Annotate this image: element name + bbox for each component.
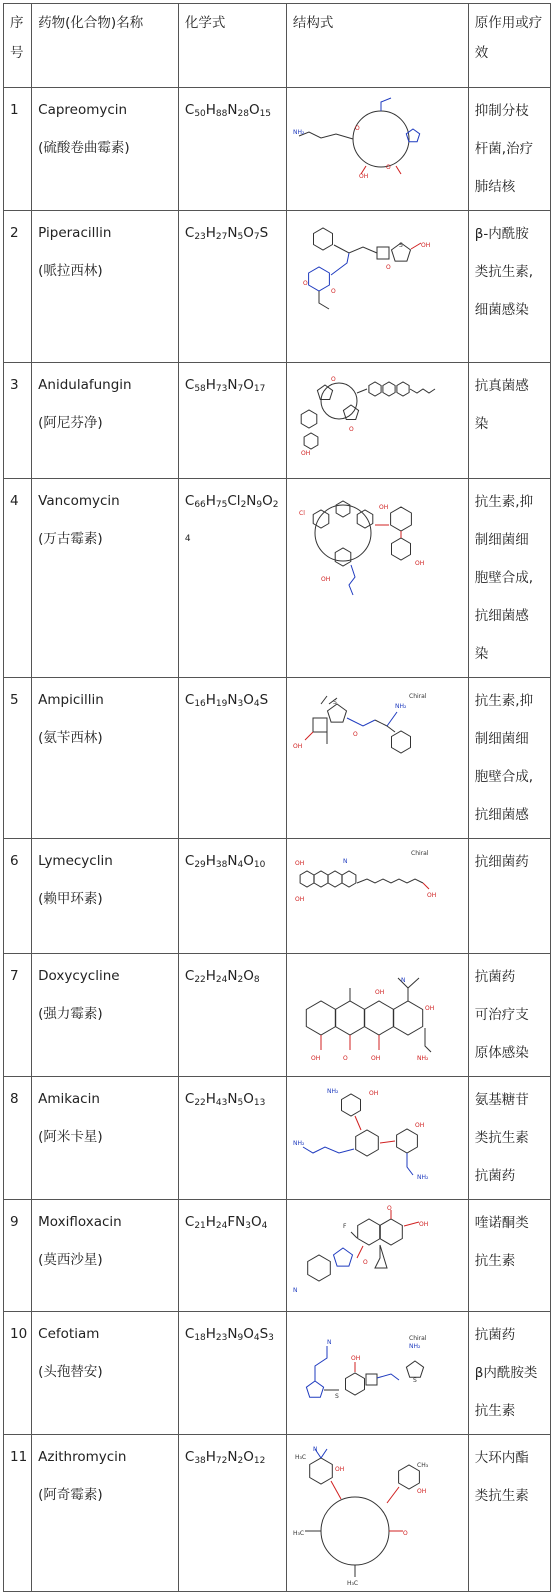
effect-line: 染 [474,416,489,432]
svg-text:NH₂: NH₂ [416,1174,429,1181]
effect-line: 抗生素 [474,1253,516,1269]
row-number: 7 [4,954,32,1077]
row-number: 8 [4,1077,32,1200]
effect-cell [468,88,550,211]
table-row [4,88,551,211]
chemical-formula: $C_{29}H_{38}N_4O_{10}$ [178,839,286,954]
effect-line: 抗细菌感 [474,608,529,624]
drug-name-cn: (哌拉西林) [38,263,103,279]
row-number: 3 [4,363,32,479]
effect-line: 染 [474,646,489,662]
effect-cell [468,479,550,678]
structure-cell [286,363,468,479]
svg-text:OH: OH [420,242,431,249]
chemical-formula: $C_{66}H_{75}Cl_2N_9O_{24}$ [178,479,286,678]
structure-cell [286,1200,468,1312]
effect-cell [468,678,550,839]
effect-line: 可治疗支 [474,1007,529,1023]
row-number: 10 [4,1312,32,1435]
structure-cell [286,1077,468,1200]
structure-image [291,684,436,820]
drug-name-en: Amikacin [38,1091,100,1107]
svg-text:Chiral: Chiral [408,693,427,700]
effect-line: 胞壁合成, [474,769,534,785]
effect-line: 类抗生素 [474,1130,529,1146]
svg-text:OH: OH [320,576,331,583]
structure-image [291,485,436,661]
structure-cell [286,479,468,678]
svg-text:O: O [302,280,308,287]
drug-name-cn: (硫酸卷曲霉素) [38,140,130,156]
effect-line: 氨基糖苷 [474,1092,529,1108]
effect-line: 大环内酯 [474,1450,529,1466]
effect-line: 抗生素,抑 [474,693,534,709]
table-row [4,678,551,839]
table-row [4,1200,551,1312]
svg-text:H₃C: H₃C [346,1580,358,1587]
structure-image [291,1318,436,1419]
drug-name-cell [32,678,179,839]
drug-name-en: Ampicillin [38,692,104,708]
svg-text:H₃C: H₃C [292,1530,304,1537]
effect-cell [468,211,550,363]
structure-cell [286,678,468,839]
drug-name-cell [32,1435,179,1592]
table-row [4,954,551,1077]
effect-line: 抗生素,抑 [474,494,534,510]
svg-text:NH₂: NH₂ [408,1343,421,1350]
row-number: 2 [4,211,32,363]
drug-name-cell [32,88,179,211]
svg-text:O: O [385,164,391,171]
svg-text:H₃C: H₃C [294,1454,306,1461]
svg-text:O: O [386,1205,392,1212]
table-row [4,1077,551,1200]
effect-cell [468,1200,550,1312]
chemical-formula: $C_{22}H_{43}N_5O_{13}$ [178,1077,286,1200]
svg-text:S: S [334,1393,339,1400]
svg-text:OH: OH [414,560,425,567]
structure-image [291,1441,436,1587]
effect-line: 抗细菌药 [474,854,529,870]
effect-line: 杆菌,治疗 [474,141,534,157]
svg-text:O: O [330,288,336,295]
drug-name-cn: (赖甲环素) [38,891,103,907]
svg-text:OH: OH [294,860,305,867]
row-number: 6 [4,839,32,954]
svg-text:OH: OH [416,1488,427,1495]
svg-text:N: N [342,858,348,865]
svg-text:OH: OH [350,1355,361,1362]
svg-text:O: O [330,376,336,383]
row-number: 9 [4,1200,32,1312]
effect-line: β内酰胺类 [474,1365,538,1381]
effect-line: β-内酰胺 [474,226,529,242]
drug-name-cell [32,1200,179,1312]
table-row [4,211,551,363]
svg-text:OH: OH [378,504,389,511]
structure-cell [286,839,468,954]
row-number: 1 [4,88,32,211]
drug-name-cn: (强力霉素) [38,1006,103,1022]
effect-cell [468,839,550,954]
effect-line: 细菌感染 [474,302,529,318]
svg-text:O: O [402,1530,408,1537]
drug-name-cn: (氨苄西林) [38,730,103,746]
svg-text:OH: OH [310,1055,321,1062]
drug-name-cn: (阿米卡星) [38,1129,103,1145]
chemical-formula: $C_{22}H_{24}N_2O_8$ [178,954,286,1077]
svg-text:OH: OH [424,1005,435,1012]
chemical-formula: $C_{38}H_{72}N_2O_{12}$ [178,1435,286,1592]
drug-name-cn: (阿尼芬净) [38,415,103,431]
svg-text:S: S [332,699,337,706]
svg-text:O: O [354,125,360,132]
svg-text:NH₂: NH₂ [394,703,407,710]
svg-text:OH: OH [414,1122,425,1129]
drug-name-cell [32,1077,179,1200]
svg-text:O: O [342,1055,348,1062]
svg-text:Cl: Cl [298,510,305,517]
svg-text:OH: OH [418,1221,429,1228]
svg-text:N: N [292,1287,298,1294]
structure-image [291,1083,436,1184]
svg-text:OH: OH [300,450,311,457]
structure-cell [286,954,468,1077]
svg-text:NH₂: NH₂ [416,1055,429,1062]
effect-cell [468,1077,550,1200]
effect-line: 制细菌细 [474,731,529,747]
drug-name-en: Doxycycline [38,968,120,984]
header-effect: 原作用或疗效 [468,4,550,88]
chemical-formula: $C_{18}H_{23}N_9O_4S_3$ [178,1312,286,1435]
effect-cell [468,1312,550,1435]
drug-name-cn: (头孢替安) [38,1364,103,1380]
header-formula: 化学式 [178,4,286,88]
drug-name-cn: (阿奇霉素) [38,1487,103,1503]
svg-text:Chiral: Chiral [408,1335,427,1342]
drug-name-cn: (万古霉素) [38,531,103,547]
header-no: 序号 [4,4,32,88]
drug-name-cell [32,211,179,363]
effect-line: 类抗生素, [474,264,534,280]
effect-line: 抑制分枝 [474,103,529,119]
drug-name-en: Piperacillin [38,225,112,241]
effect-line: 抗菌药 [474,1327,516,1343]
effect-line: 肺结核 [474,179,516,195]
table-row [4,1312,551,1435]
effect-line: 抗生素 [474,1403,516,1419]
svg-text:S: S [412,1377,417,1384]
drug-name-en: Anidulafungin [38,377,132,393]
svg-text:Chiral: Chiral [410,850,429,857]
effect-line: 胞壁合成, [474,570,534,586]
svg-text:S: S [398,242,403,249]
drug-name-en: Lymecyclin [38,853,113,869]
effect-line: 类抗生素 [474,1488,529,1504]
table-row [4,839,551,954]
header-row [4,4,551,88]
drug-name-en: Azithromycin [38,1449,127,1465]
svg-text:OH: OH [370,1055,381,1062]
drug-table [3,3,551,1592]
structure-cell [286,1435,468,1592]
svg-text:F: F [342,1223,347,1230]
structure-image [291,845,436,946]
header-structure: 结构式 [286,4,468,88]
table-row [4,1435,551,1592]
structure-image [291,369,436,471]
effect-line: 抗菌药 [474,969,516,985]
svg-text:OH: OH [292,743,303,750]
effect-line: 制细菌细 [474,532,529,548]
svg-text:OH: OH [374,989,385,996]
svg-text:N: N [312,1446,318,1453]
drug-name-cell [32,479,179,678]
svg-text:OH: OH [334,1466,345,1473]
drug-name-cell [32,1312,179,1435]
svg-text:N: N [326,1339,332,1346]
drug-name-cn: (莫西沙星) [38,1252,103,1268]
header-name: 药物(化合物)名称 [32,4,179,88]
svg-text:OH: OH [368,1090,379,1097]
effect-line: 喹诺酮类 [474,1215,529,1231]
svg-text:NH₂: NH₂ [292,129,305,136]
structure-cell [286,211,468,363]
svg-text:O: O [348,426,354,433]
table-row [4,479,551,678]
drug-name-en: Vancomycin [38,493,120,509]
chemical-formula: $C_{23}H_{27}N_5O_7S$ [178,211,286,363]
svg-text:OH: OH [358,173,369,180]
structure-cell [286,88,468,211]
effect-line: 抗真菌感 [474,378,529,394]
drug-name-cell [32,839,179,954]
svg-text:N: N [400,977,406,984]
svg-text:NH₂: NH₂ [326,1088,339,1095]
table-row [4,363,551,479]
svg-text:CH₃: CH₃ [416,1462,428,1469]
structure-image [291,960,436,1062]
effect-cell [468,363,550,479]
svg-text:NH₂: NH₂ [292,1140,305,1147]
effect-line: 抗菌药 [474,1168,516,1184]
svg-text:O: O [352,731,358,738]
row-number: 4 [4,479,32,678]
chemical-formula: $C_{21}H_{24}FN_3O_4$ [178,1200,286,1312]
effect-line: 原体感染 [474,1045,529,1061]
svg-text:O: O [362,1259,368,1266]
drug-name-cell [32,954,179,1077]
drug-name-en: Capreomycin [38,102,128,118]
svg-text:O: O [385,264,391,271]
chemical-formula: $C_{50}H_{88}N_{28}O_{15}$ [178,88,286,211]
drug-name-en: Cefotiam [38,1326,100,1342]
chemical-formula: $C_{58}H_{73}N_7O_{17}$ [178,363,286,479]
row-number: 5 [4,678,32,839]
chemical-formula: $C_{16}H_{19}N_3O_4S$ [178,678,286,839]
structure-image [291,1206,436,1304]
effect-cell [468,954,550,1077]
drug-name-en: Moxifloxacin [38,1214,122,1230]
svg-text:OH: OH [426,892,437,899]
drug-name-cell [32,363,179,479]
structure-cell [286,1312,468,1435]
svg-text:OH: OH [294,896,305,903]
structure-image [291,217,436,355]
effect-cell [468,1435,550,1592]
effect-line: 抗细菌感 [474,807,529,823]
structure-image [291,94,436,193]
row-number: 11 [4,1435,32,1592]
